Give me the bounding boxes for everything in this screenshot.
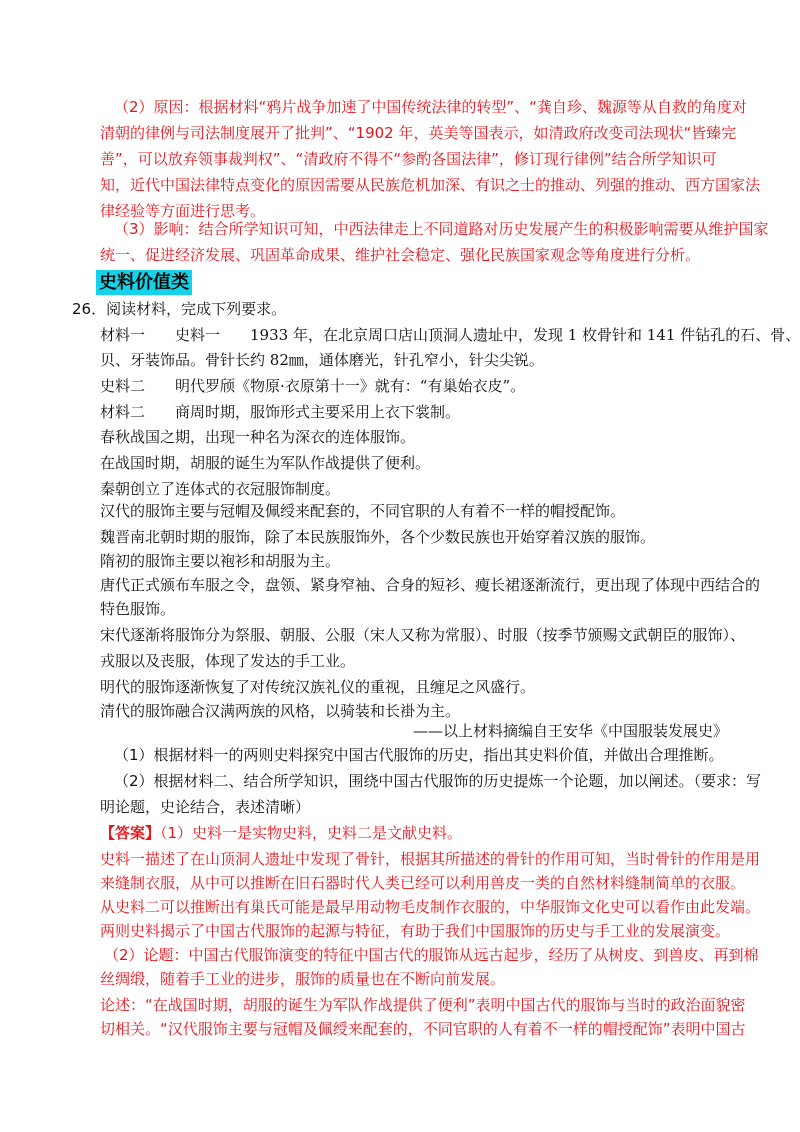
material-source: ——以上材料摘编自王安华《中国服装发展史》 bbox=[412, 722, 728, 740]
answer-line: （2）论题：中国古代服饰演变的特征中国古代的服饰从远古起步，经历了从树皮、到兽皮、再到棉 bbox=[104, 946, 759, 964]
answer-line: 两则史料揭示了中国古代服饰的起源与特征，有助于我们中国服饰的历史与手工业的发展演变。 bbox=[100, 922, 731, 940]
answer-paragraph-line: 善”，可以放弃领事裁判权”、“清政府不得不“参酌各国法律”，修订现行律例”结合所学知识可 bbox=[100, 150, 717, 168]
question-intro: 26．阅读材料，完成下列要求。 bbox=[72, 300, 287, 318]
answer-line: 来缝制衣服，从中可以推断在旧石器时代人类已经可以利用兽皮一类的自然材料缝制简单的衣服。 bbox=[100, 874, 746, 892]
material-line: 材料一 史料一 1933 年，在北京周口店山顶洞人遗址中，发现 1 枚骨针和 141 件钻孔的石、骨、 bbox=[100, 326, 800, 344]
material-line: 在战国时期，胡服的诞生为军队作战提供了便利。 bbox=[100, 454, 431, 472]
material-line: 隋初的服饰主要以袍衫和胡服为主。 bbox=[100, 552, 341, 570]
material-line: 汉代的服饰主要与冠帽及佩绶来配套的，不同官职的人有着不一样的帽授配饰。 bbox=[100, 502, 626, 520]
material-line: 魏晋南北朝时期的服饰，除了本民族服饰外，各个少数民族也开始穿着汉族的服饰。 bbox=[100, 528, 656, 546]
answer-paragraph-line: （2）原因：根据材料“鸦片战争加速了中国传统法律的转型”、“龚自珍、魏源等从自救的角度对 bbox=[114, 98, 747, 116]
material-line: 史料二 明代罗颀《物原·衣原第十一》就有：“有巢始衣皮”。 bbox=[100, 377, 526, 395]
answer-paragraph-line: 清朝的律例与司法制度展开了批判”、“1902 年，英美等国表示，如清政府改变司法现状“皆臻完 bbox=[100, 124, 737, 142]
material-line: 特色服饰。 bbox=[100, 600, 176, 618]
answer-line: 论述：“在战国时期，胡服的诞生为军队作战提供了便利”表明中国古代的服饰与当时的政治面貌密 bbox=[100, 996, 746, 1014]
material-line: 清代的服饰融合汉满两族的风格，以骑装和长褂为主。 bbox=[100, 702, 461, 720]
material-line: 春秋战国之期，出现一种名为深衣的连体服饰。 bbox=[100, 428, 416, 446]
answer-line: 切相关。“汉代服饰主要与冠帽及佩绶来配套的，不同官职的人有着不一样的帽授配饰”表明中国古 bbox=[100, 1020, 746, 1038]
answer-label: 【答案】 bbox=[100, 824, 161, 842]
material-line: 宋代逐渐将服饰分为祭服、朝服、公服（宋人又称为常服）、时服（按季节颁赐文武朝臣的服饰）、 bbox=[100, 626, 746, 644]
material-line: 秦朝创立了连体式的衣冠服饰制度。 bbox=[100, 480, 341, 498]
requirement-line: （2）根据材料二、结合所学知识，围绕中国古代服饰的历史提炼一个论题，加以阐述。（要求：写 bbox=[114, 772, 762, 790]
answer-paragraph-line: 律经验等方面进行思考。 bbox=[100, 202, 266, 220]
requirement-line: 明论题，史论结合，表述清晰） bbox=[100, 798, 311, 816]
section-heading: 史料价值类 bbox=[96, 270, 192, 295]
answer-paragraph-line: 统一、促进经济发展、巩固革命成果、维护社会稳定、强化民族国家观念等角度进行分析。 bbox=[100, 246, 701, 264]
answer-paragraph-line: 知，近代中国法律特点变化的原因需要从民族危机加深、有识之士的推动、列强的推动、西方国家法 bbox=[100, 176, 761, 194]
answer-line: 史料一描述了在山顶洞人遗址中发现了骨针，根据其所描述的骨针的作用可知，当时骨针的作用是用 bbox=[100, 850, 761, 868]
material-line: 唐代正式颁布车服之令，盘领、紧身窄袖、合身的短衫、瘦长裙逐渐流行，更出现了体现中西结合的 bbox=[100, 576, 761, 594]
answer-part1-summary: （1）史料一是实物史料，史料二是文献史料。 bbox=[160, 824, 463, 842]
answer-line: 丝绸缎，随着手工业的进步，服饰的质量也在不断向前发展。 bbox=[100, 970, 506, 988]
material-line: 贝、牙装饰品。骨针长约 82㎜，通体磨光，针孔窄小，针尖尖锐。 bbox=[100, 351, 544, 369]
answer-paragraph-line: （3）影响：结合所学知识可知，中西法律走上不同道路对历史发展产生的积极影响需要从维护国家 bbox=[114, 220, 769, 238]
material-line: 材料二 商周时期，服饰形式主要采用上衣下裳制。 bbox=[100, 403, 461, 421]
material-line: 戎服以及丧服，体现了发达的手工业。 bbox=[100, 652, 356, 670]
answer-line: 从史料二可以推断出有巢氏可能是最早用动物毛皮制作衣服的，中华服饰文化史可以看作由此发端。 bbox=[100, 898, 761, 916]
answer-first-line bbox=[100, 822, 462, 844]
material-line: 明代的服饰逐渐恢复了对传统汉族礼仪的重视，且缠足之风盛行。 bbox=[100, 678, 536, 696]
requirement-line: （1）根据材料一的两则史料探究中国古代服饰的历史，指出其史料价值，并做出合理推断。 bbox=[114, 746, 724, 764]
